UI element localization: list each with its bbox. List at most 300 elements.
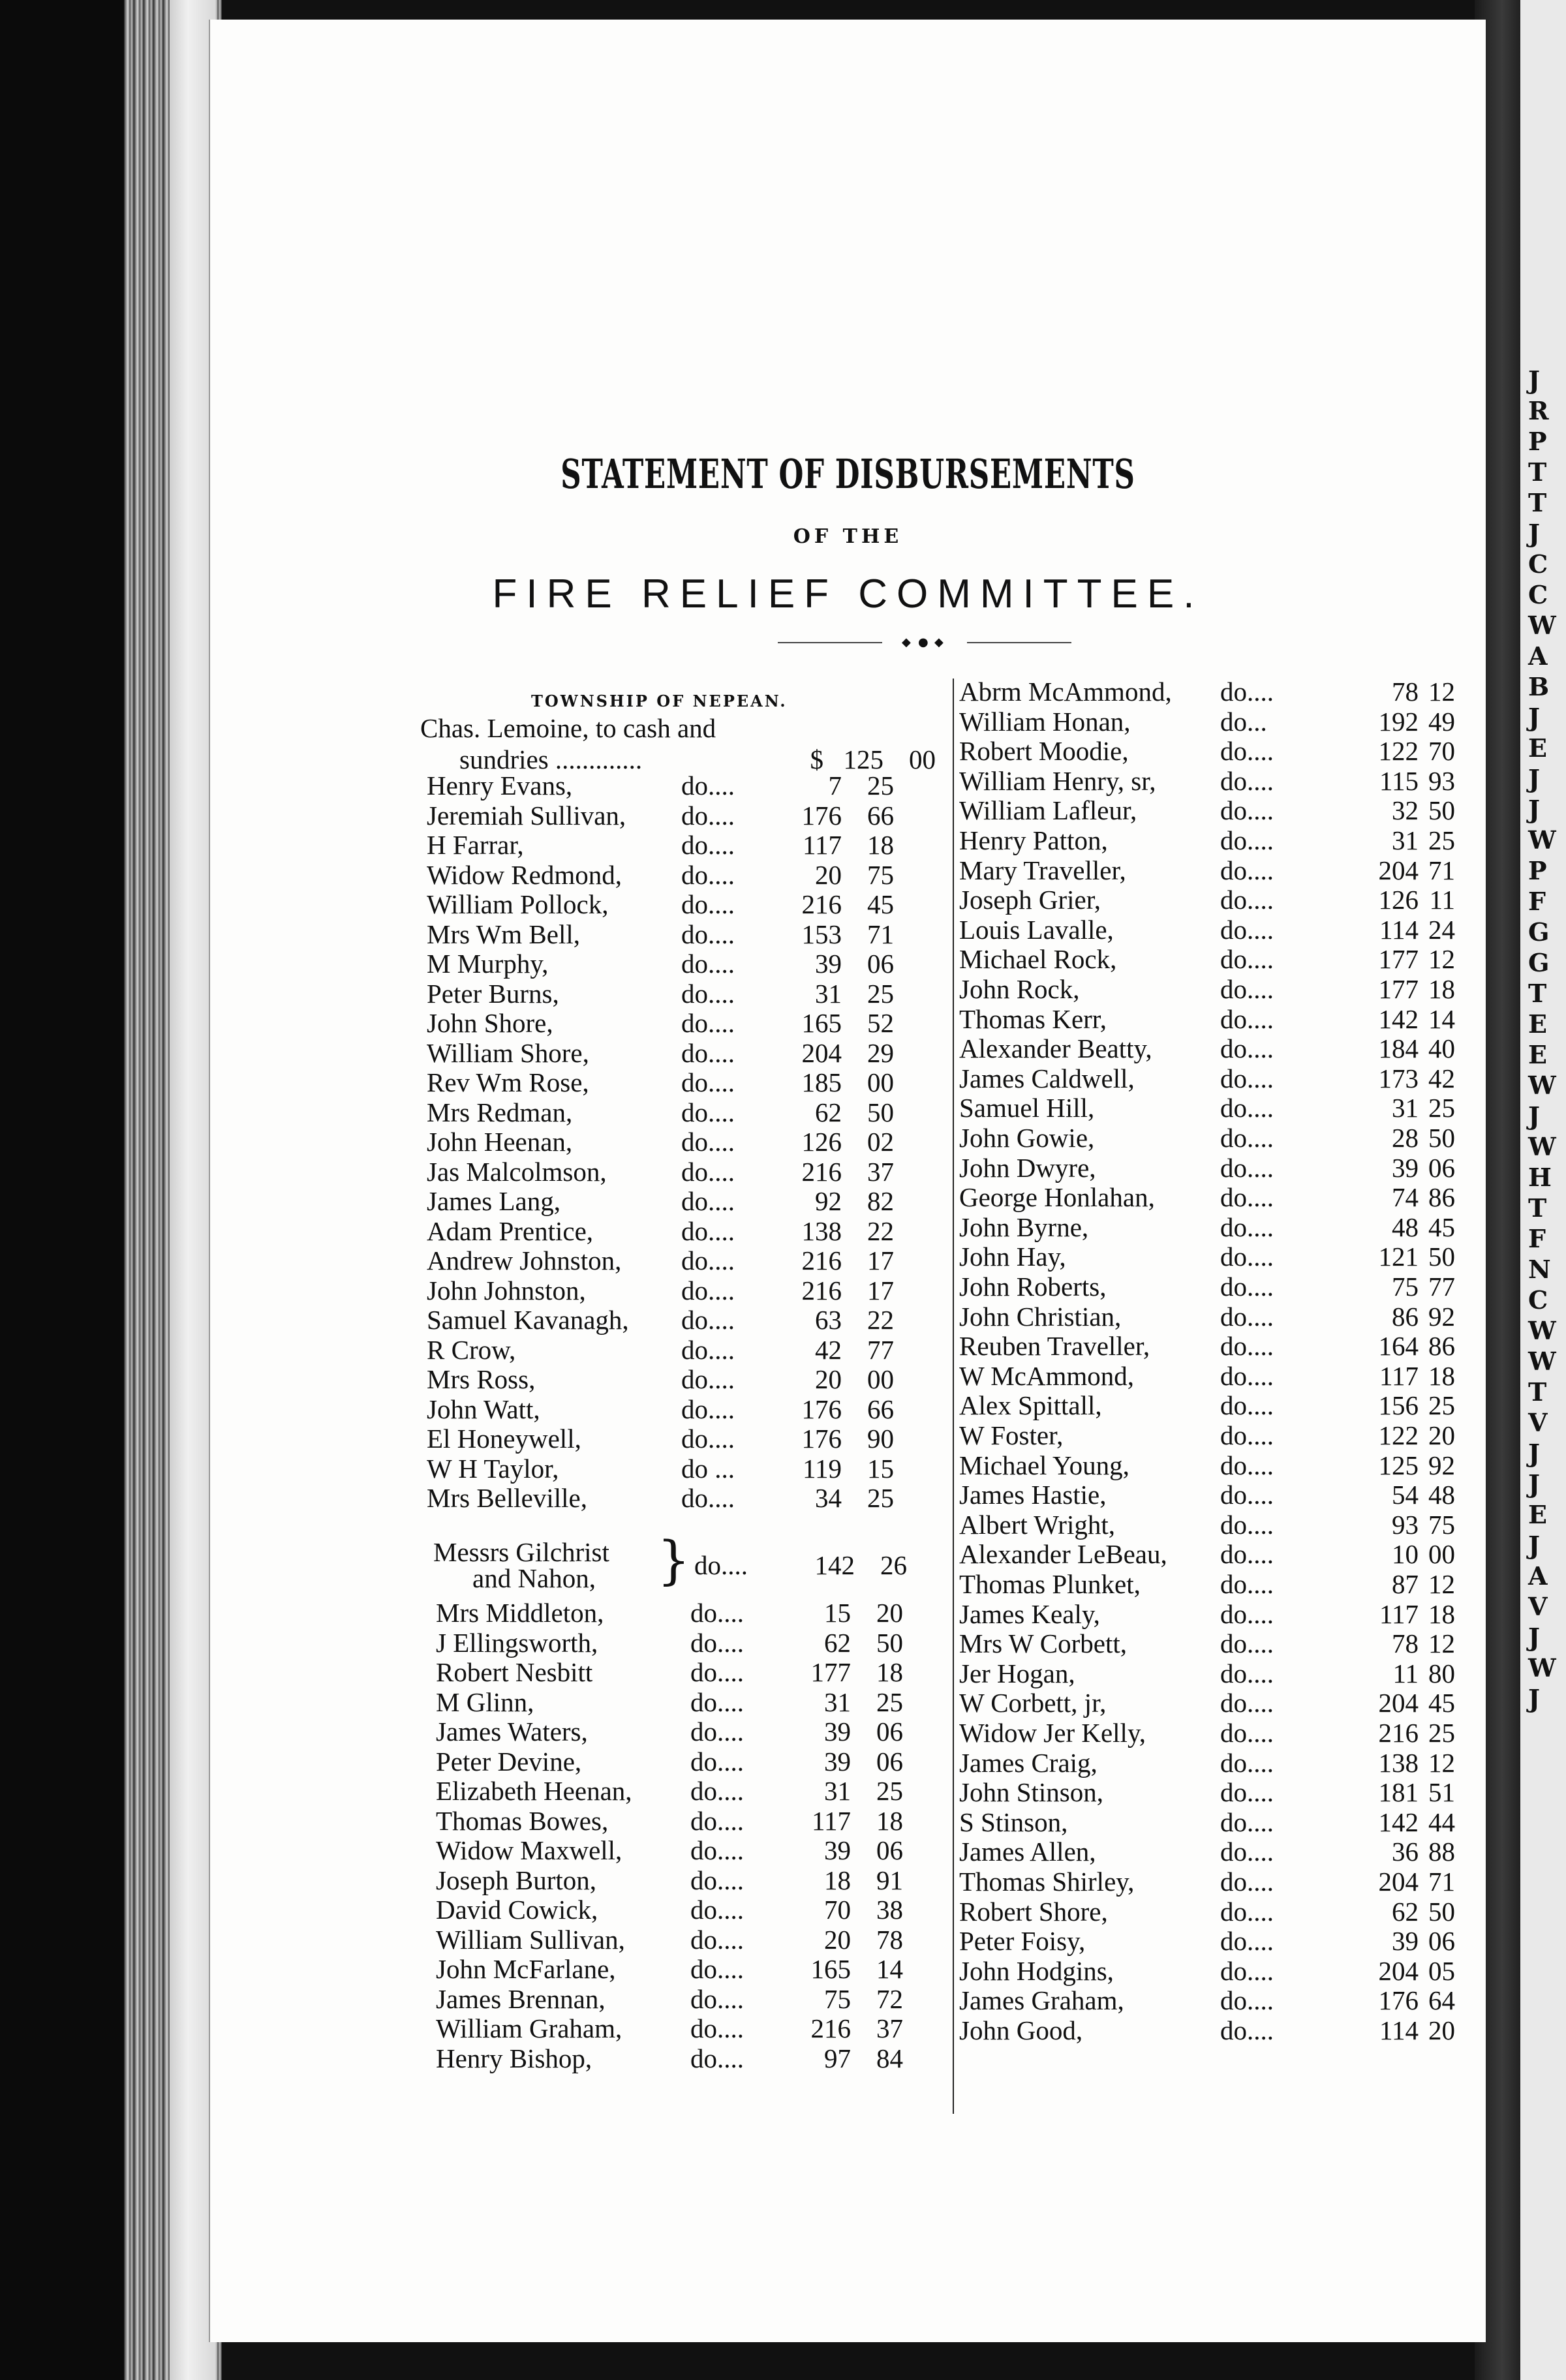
- entry-cents: 80: [1428, 1658, 1455, 1688]
- entry-cents: 45: [1428, 1212, 1455, 1242]
- entry-cents: 00: [867, 1067, 894, 1097]
- facing-page-initial: R: [1528, 396, 1549, 425]
- entry-name: Thomas Bowes,: [436, 1805, 609, 1836]
- entry-name: Henry Evans,: [427, 770, 573, 801]
- entry-cents: 18: [876, 1657, 903, 1687]
- entry-ditto: do....: [1220, 944, 1274, 975]
- entry-name: Robert Nesbitt: [436, 1657, 593, 1687]
- facing-page-initial: J: [1528, 519, 1540, 548]
- entry-dollars: 117: [803, 830, 842, 860]
- facing-page-initial: G: [1528, 948, 1550, 977]
- entry-dollars: 138: [801, 1215, 842, 1246]
- entry-dollars: 114: [1379, 914, 1419, 945]
- facing-page-initial: C: [1528, 580, 1548, 609]
- ledger-entry: [959, 1420, 1507, 1451]
- entry-dollars: 164: [1378, 1331, 1419, 1362]
- entry-dollars: 28: [1392, 1123, 1419, 1153]
- entry-ditto: do....: [1220, 1539, 1274, 1570]
- ledger-entry: [959, 1003, 1507, 1035]
- facing-page-initial: J: [1528, 1684, 1540, 1713]
- ledger-entry: [959, 706, 1507, 737]
- ledger-entry: [436, 1627, 984, 1658]
- entry-dollars: 36: [1392, 1837, 1419, 1867]
- entry-name: Jeremiah Sullivan,: [427, 800, 626, 831]
- entry-name: Mrs Middleton,: [436, 1598, 604, 1628]
- entry-dollars: 173: [1378, 1063, 1419, 1093]
- entry-cents: 51: [1428, 1777, 1455, 1808]
- entry-dollars: 62: [1392, 1896, 1419, 1927]
- entry-dollars: 78: [1392, 1628, 1419, 1659]
- facing-page-initial: F: [1528, 1224, 1546, 1253]
- entry-cents: 06: [867, 949, 894, 979]
- entry-dollars: 39: [824, 1835, 851, 1865]
- entry-dollars: 176: [801, 1394, 842, 1424]
- entry-cents: 18: [876, 1805, 903, 1836]
- entry-dollars: 122: [1378, 1420, 1419, 1450]
- entry-name: W H Taylor,: [427, 1453, 559, 1484]
- ledger-entry: [959, 2015, 1507, 2046]
- ledger-entry: [959, 1955, 1507, 1987]
- entry-name: Reuben Traveller,: [959, 1331, 1150, 1362]
- ledger-entry: [959, 1152, 1507, 1183]
- ledger-entry: [436, 2013, 984, 2044]
- entry-name: Robert Moodie,: [959, 736, 1129, 767]
- entry-cents: 20: [876, 1598, 903, 1628]
- entry-cents: 77: [867, 1334, 894, 1365]
- facing-page-initial: P: [1528, 856, 1547, 885]
- entry-dollars: 20: [815, 859, 842, 890]
- entry-name: El Honeywell,: [427, 1424, 581, 1454]
- entry-ditto: do....: [690, 1657, 744, 1687]
- entry-dollars: 31: [1392, 1093, 1419, 1123]
- entry-ditto: do....: [690, 1835, 744, 1865]
- ledger-entry: [959, 1509, 1507, 1540]
- entry-cents: 44: [1428, 1807, 1455, 1837]
- entry-name: James Caldwell,: [959, 1063, 1135, 1093]
- entry-ditto: do....: [1220, 795, 1274, 826]
- entry-cents: 25: [867, 770, 894, 801]
- entry-cents: 18: [1428, 974, 1455, 1004]
- ledger-entry: [427, 1097, 975, 1128]
- entry-ditto: do ...: [681, 1453, 735, 1484]
- ledger-entry-first-line1: [420, 712, 955, 744]
- entry-cents: 38: [876, 1895, 903, 1925]
- entry-name: Mrs W Corbett,: [959, 1628, 1128, 1659]
- entry-dollars: 34: [815, 1483, 842, 1513]
- currency-symbol: $: [810, 744, 823, 774]
- entry-ditto: do....: [1220, 1272, 1274, 1302]
- entry-ditto: do....: [1220, 765, 1274, 796]
- facing-page-initial: W: [1528, 611, 1556, 640]
- entry-ditto: do....: [1220, 1003, 1274, 1034]
- entry-cents: 00: [909, 744, 936, 774]
- ledger-entry: [436, 1894, 984, 1925]
- entry-name: William Graham,: [436, 2013, 622, 2043]
- facing-page-initial: T: [1528, 488, 1547, 517]
- entry-ditto: do....: [1220, 1390, 1274, 1421]
- entry-cents: 75: [1428, 1509, 1455, 1540]
- entry-dollars: 31: [824, 1686, 851, 1717]
- entry-name: John Stinson,: [959, 1777, 1103, 1808]
- entry-dollars: 216: [810, 2013, 851, 2043]
- entry-cents: 22: [867, 1215, 894, 1246]
- facing-page-initial: J: [1528, 1623, 1540, 1652]
- entry-ditto: do....: [690, 1983, 744, 2014]
- entry-cents: 17: [867, 1275, 894, 1305]
- entry-name: Thomas Kerr,: [959, 1003, 1107, 1034]
- entry-dollars: 204: [1378, 1867, 1419, 1897]
- entry-cents: 49: [1428, 706, 1455, 737]
- entry-dollars: 11: [1392, 1658, 1419, 1688]
- entry-dollars: 70: [824, 1895, 851, 1925]
- entry-ditto: do....: [1220, 1123, 1274, 1153]
- entry-name: James Lang,: [427, 1186, 560, 1216]
- ledger-entry: [436, 1716, 984, 1747]
- entry-dollars: 156: [1378, 1390, 1419, 1421]
- entry-ditto: do....: [681, 1186, 735, 1216]
- ledger-entry: [959, 1063, 1507, 1094]
- entry-dollars: 121: [1378, 1242, 1419, 1272]
- entry-cents: 50: [867, 1097, 894, 1127]
- entry-ditto: do....: [1220, 855, 1274, 885]
- entry-ditto: do....: [690, 1865, 744, 1895]
- facing-page-initial: A: [1528, 641, 1548, 671]
- entry-name: Elizabeth Heenan,: [436, 1776, 632, 1806]
- entry-cents: 70: [1428, 736, 1455, 767]
- ledger-entry: [427, 770, 975, 801]
- entry-ditto: do....: [690, 1686, 744, 1717]
- entry-ditto: do....: [690, 2013, 744, 2043]
- ledger-entry: [959, 795, 1507, 826]
- page-title: STATEMENT OF DISBURSEMENTS: [560, 450, 1135, 498]
- facing-page-initial: W: [1528, 1316, 1556, 1345]
- ledger-entry: [959, 1301, 1507, 1332]
- entry-name: David Cowick,: [436, 1895, 598, 1925]
- entry-ditto: do....: [1220, 1955, 1274, 1986]
- entry-dollars: 176: [801, 800, 842, 831]
- ledger-entry: [959, 884, 1507, 915]
- entry-name: Thomas Plunket,: [959, 1569, 1141, 1599]
- facing-page-initial: B: [1528, 672, 1550, 701]
- entry-dollars: 142: [814, 1550, 855, 1580]
- ledger-entry: [427, 859, 975, 891]
- entry-name: James Craig,: [959, 1747, 1098, 1778]
- ledger-entry: [959, 1866, 1507, 1897]
- entry-ditto: do....: [681, 1156, 735, 1187]
- ledger-entry: [959, 1122, 1507, 1153]
- ledger-entry: [427, 1215, 975, 1247]
- entry-name: William Henry, sr,: [959, 765, 1156, 796]
- ledger-entry: [959, 1777, 1507, 1808]
- entry-ditto: do....: [690, 1746, 744, 1777]
- entry-ditto: do....: [681, 830, 735, 860]
- entry-cents: 22: [867, 1305, 894, 1335]
- entry-name: John Byrne,: [959, 1212, 1089, 1242]
- entry-ditto: do....: [1220, 1480, 1274, 1510]
- entry-cents: 86: [1428, 1182, 1455, 1213]
- entry-name: John Watt,: [427, 1394, 540, 1424]
- entry-name: Mrs Belleville,: [427, 1483, 587, 1513]
- entry-name: John Hay,: [959, 1242, 1066, 1272]
- entry-cents: 20: [1428, 1420, 1455, 1450]
- entry-ditto: do....: [1220, 1360, 1274, 1391]
- ledger-entry: [959, 1538, 1507, 1570]
- facing-page-initial: V: [1528, 1408, 1548, 1437]
- entry-cents: 06: [876, 1716, 903, 1747]
- entry-dollars: 177: [1378, 974, 1419, 1004]
- entry-ditto: do....: [1220, 1420, 1274, 1450]
- facing-page-initial: J: [1528, 1101, 1540, 1131]
- entry-cents: 18: [1428, 1598, 1455, 1629]
- facing-page-initial: T: [1528, 979, 1547, 1008]
- entry-name: William Pollock,: [427, 889, 609, 919]
- entry-ditto: do....: [681, 1097, 735, 1127]
- ledger-entry: [427, 1126, 975, 1157]
- entry-dollars: 62: [815, 1097, 842, 1127]
- entry-name: sundries .............: [459, 744, 643, 774]
- entry-ditto: do....: [1220, 825, 1274, 855]
- entry-ditto: do....: [1220, 1331, 1274, 1362]
- ledger-entry: [427, 889, 975, 920]
- facing-page-initial: V: [1528, 1592, 1548, 1621]
- entry-cents: 45: [1428, 1688, 1455, 1718]
- ledger-entry: [427, 978, 975, 1009]
- entry-name: William Shore,: [427, 1037, 589, 1068]
- entry-name: John Dwyre,: [959, 1152, 1096, 1183]
- facing-page-initial: J: [1528, 1439, 1540, 1468]
- entry-cents: 25: [876, 1776, 903, 1806]
- ledger-entry: [959, 1390, 1507, 1421]
- ledger-entry: [959, 1182, 1507, 1213]
- entry-name: James Kealy,: [959, 1598, 1100, 1629]
- entry-dollars: 126: [801, 1127, 842, 1157]
- entry-cents: 20: [1428, 2015, 1455, 2045]
- entry-ditto: do....: [690, 2043, 744, 2073]
- entry-dollars: 39: [1392, 1152, 1419, 1183]
- entry-dollars: 39: [815, 949, 842, 979]
- entry-dollars: 177: [1378, 944, 1419, 975]
- entry-dollars: 192: [1378, 706, 1419, 737]
- ledger-entry: [959, 765, 1507, 797]
- entry-name: W Corbett, jr,: [959, 1688, 1107, 1718]
- ledger-entry: [959, 1360, 1507, 1392]
- entry-name: James Allen,: [959, 1837, 1096, 1867]
- entry-dollars: 142: [1378, 1807, 1419, 1837]
- entry-cents: 90: [867, 1424, 894, 1454]
- entry-ditto: do....: [1220, 1688, 1274, 1718]
- entry-cents: 84: [876, 2043, 903, 2073]
- entry-ditto: do....: [681, 919, 735, 949]
- entry-cents: 00: [867, 1364, 894, 1394]
- entry-cents: 18: [1428, 1360, 1455, 1391]
- entry-dollars: 185: [801, 1067, 842, 1097]
- entry-ditto: do....: [694, 1550, 748, 1580]
- entry-name: J Ellingsworth,: [436, 1627, 598, 1658]
- ledger-entry: [959, 1598, 1507, 1630]
- ledger-entry: [427, 1364, 975, 1395]
- entry-dollars: 115: [1379, 765, 1419, 796]
- entry-name: John Heenan,: [427, 1127, 573, 1157]
- entry-cents: 00: [1428, 1539, 1455, 1570]
- entry-ditto: do....: [1220, 1212, 1274, 1242]
- entry-cents: 25: [1428, 1390, 1455, 1421]
- facing-page-initial: T: [1528, 1377, 1547, 1407]
- facing-page-initial: W: [1528, 1347, 1556, 1376]
- entry-dollars: 142: [1378, 1003, 1419, 1034]
- facing-page-initial: W: [1528, 1653, 1556, 1683]
- entry-dollars: 119: [803, 1453, 842, 1484]
- entry-name: W McAmmond,: [959, 1360, 1135, 1391]
- entry-dollars: 54: [1392, 1480, 1419, 1510]
- ledger-entry: [959, 1479, 1507, 1510]
- entry-ditto: do....: [1220, 974, 1274, 1004]
- entry-name: James Brennan,: [436, 1983, 606, 2014]
- entry-name: William Lafleur,: [959, 795, 1137, 826]
- entry-cents: 18: [867, 830, 894, 860]
- entry-name: William Sullivan,: [436, 1924, 625, 1955]
- ledger-entry: [436, 1746, 984, 1777]
- entry-dollars: 42: [815, 1334, 842, 1365]
- entry-ditto: do....: [681, 1483, 735, 1513]
- ledger-entry: [427, 1334, 975, 1365]
- ledger-entry: [959, 914, 1507, 945]
- entry-dollars: 176: [1378, 1985, 1419, 2016]
- entry-dollars: 216: [1378, 1718, 1419, 1748]
- ledger-entry: [436, 1953, 984, 1985]
- entry-ditto: do...: [1220, 706, 1267, 737]
- ledger-entry: [427, 1037, 975, 1069]
- entry-cents: 91: [876, 1865, 903, 1895]
- entry-dollars: 204: [1378, 1688, 1419, 1718]
- ledger-entry: [436, 2043, 984, 2074]
- entry-cents: 14: [1428, 1003, 1455, 1034]
- entry-dollars: 32: [1392, 795, 1419, 826]
- entry-dollars: 87: [1392, 1569, 1419, 1599]
- entry-name: Peter Burns,: [427, 978, 559, 1009]
- entry-dollars: 122: [1378, 736, 1419, 767]
- entry-cents: 45: [867, 889, 894, 919]
- entry-cents: 25: [1428, 825, 1455, 855]
- entry-dollars: 204: [1378, 1955, 1419, 1986]
- entry-name: Robert Shore,: [959, 1896, 1108, 1927]
- entry-name: Joseph Burton,: [436, 1865, 596, 1895]
- ledger-entry: [427, 800, 975, 831]
- entry-dollars: 216: [801, 1275, 842, 1305]
- entry-ditto: do....: [1220, 1242, 1274, 1272]
- entry-ditto: do....: [690, 1598, 744, 1628]
- entry-name: Messrs Gilchrist: [433, 1537, 609, 1567]
- entry-cents: 06: [876, 1835, 903, 1865]
- entry-name: James Hastie,: [959, 1480, 1107, 1510]
- entry-name: Henry Patton,: [959, 825, 1108, 855]
- entry-cents: 12: [1428, 944, 1455, 975]
- ledger-entry: [959, 1628, 1507, 1659]
- ledger-entry: [959, 1271, 1507, 1302]
- entry-dollars: 86: [1392, 1301, 1419, 1332]
- entry-name: S Stinson,: [959, 1807, 1068, 1837]
- entry-cents: 26: [880, 1550, 907, 1580]
- entry-ditto: do....: [1220, 1718, 1274, 1748]
- entry-ditto: do....: [1220, 1837, 1274, 1867]
- entry-ditto: do....: [681, 1245, 735, 1275]
- ledger-entry: [959, 1568, 1507, 1600]
- entry-name: Peter Devine,: [436, 1746, 582, 1777]
- entry-cents: 93: [1428, 765, 1455, 796]
- entry-dollars: 31: [815, 978, 842, 1009]
- entry-cents: 78: [876, 1924, 903, 1955]
- ledger-entry: [436, 1686, 984, 1718]
- entry-ditto: do....: [681, 800, 735, 831]
- entry-name: Adam Prentice,: [427, 1215, 594, 1246]
- entry-dollars: 97: [824, 2043, 851, 2073]
- facing-page-initial: J: [1528, 365, 1540, 395]
- entry-dollars: 39: [824, 1746, 851, 1777]
- entry-dollars: 93: [1392, 1509, 1419, 1540]
- entry-cents: 50: [1428, 1896, 1455, 1927]
- entry-ditto: do....: [1220, 1450, 1274, 1480]
- entry-dollars: 62: [824, 1627, 851, 1658]
- entry-name: Alexander LeBeau,: [959, 1539, 1167, 1570]
- entry-name: John Shore,: [427, 1008, 553, 1038]
- entry-name: Peter Foisy,: [959, 1926, 1086, 1957]
- entry-name: William Honan,: [959, 706, 1131, 737]
- entry-dollars: 126: [1378, 885, 1419, 915]
- entry-cents: 06: [1428, 1152, 1455, 1183]
- ledger-entry: [959, 943, 1507, 975]
- entry-name: John Johnston,: [427, 1275, 586, 1305]
- facing-page-initial: J: [1528, 703, 1540, 732]
- entry-ditto: do....: [681, 1424, 735, 1454]
- entry-ditto: do....: [690, 1924, 744, 1955]
- entry-cents: 86: [1428, 1331, 1455, 1362]
- entry-cents: 37: [867, 1156, 894, 1187]
- document-page: [209, 20, 1486, 2342]
- entry-ditto: do....: [681, 1215, 735, 1246]
- entry-name: Mrs Ross,: [427, 1364, 536, 1394]
- entry-name: Joseph Grier,: [959, 885, 1101, 915]
- scan-border-left: [0, 0, 124, 2380]
- entry-dollars: 216: [801, 889, 842, 919]
- entry-cents: 92: [1428, 1301, 1455, 1332]
- entry-dollars: 138: [1378, 1747, 1419, 1778]
- entry-dollars: 216: [801, 1245, 842, 1275]
- entry-dollars: 117: [1379, 1598, 1419, 1629]
- entry-ditto: do....: [1220, 1628, 1274, 1659]
- page-subtitle-of-the: OF THE: [793, 525, 903, 548]
- entry-name: Thomas Shirley,: [959, 1867, 1135, 1897]
- facing-page-edge: [1520, 0, 1566, 2380]
- ledger-entry: [427, 1185, 975, 1217]
- entry-ditto: do....: [681, 770, 735, 801]
- entry-ditto: do....: [681, 1394, 735, 1424]
- entry-ditto: do....: [681, 1037, 735, 1068]
- entry-ditto: do....: [690, 1954, 744, 1984]
- entry-cents: 50: [876, 1627, 903, 1658]
- entry-ditto: do....: [1220, 1509, 1274, 1540]
- entry-dollars: 63: [815, 1305, 842, 1335]
- entry-dollars: 176: [801, 1424, 842, 1454]
- ledger-entry: [427, 829, 975, 861]
- entry-cents: 25: [867, 978, 894, 1009]
- entry-cents: 29: [867, 1037, 894, 1068]
- ledger-entry: [436, 1597, 984, 1628]
- entry-cents: 77: [1428, 1272, 1455, 1302]
- entry-ditto: do....: [1220, 1152, 1274, 1183]
- facing-page-initial: P: [1528, 427, 1547, 456]
- entry-name: John Hodgins,: [959, 1955, 1114, 1986]
- ledger-entry: [959, 735, 1507, 767]
- entry-name: Widow Jer Kelly,: [959, 1718, 1146, 1748]
